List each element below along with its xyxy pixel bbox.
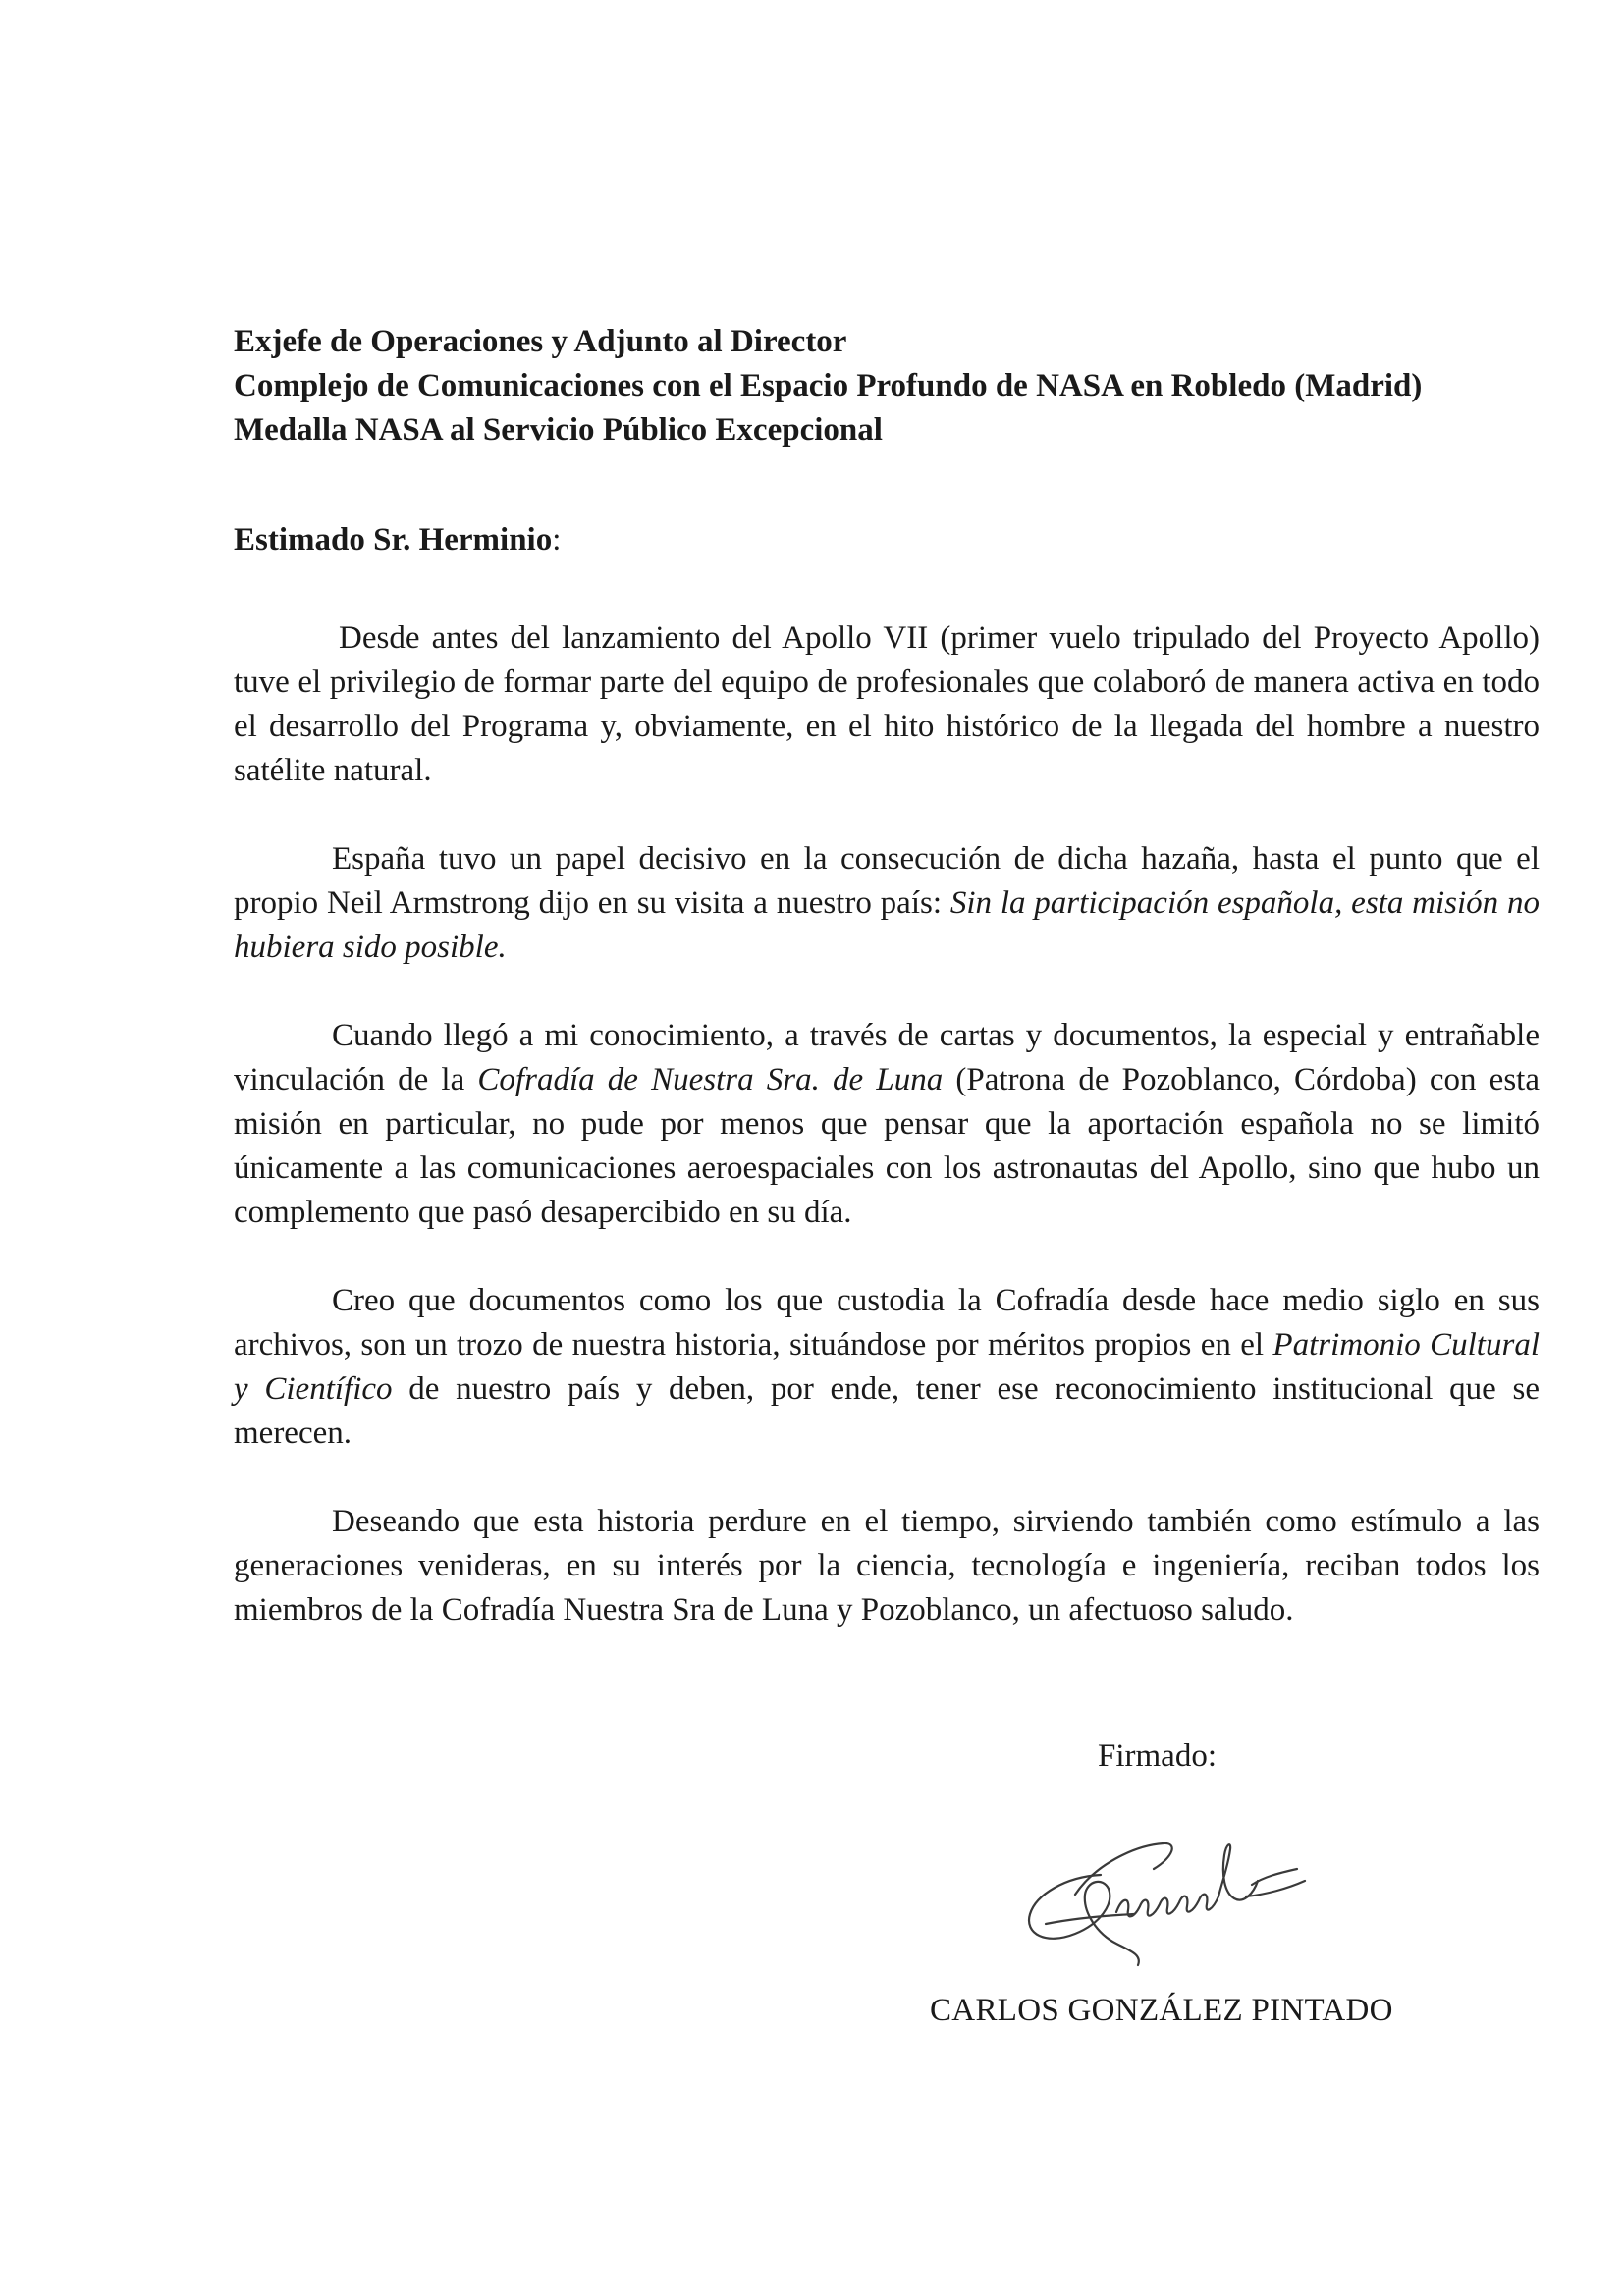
- paragraph-3-text-end: (Patrona de Pozoblanco, Córdoba) con esta misión en particular, no pude por menos que pensar que la aportación española no se limitó únicamente a las comunicaciones aeroespaciales con los astronautas del Apollo, sino que hubo un complemento que pasó desapercibido en su día.: [234, 1062, 1540, 1230]
- salutation-colon: :: [552, 522, 562, 558]
- heritage-phrase: Patrimonio Cultural y Científico: [234, 1327, 1540, 1407]
- paragraph-3-text-start: Cuando llegó a mi conocimiento, a través de cartas y documentos, la especial y entrañable vinculación de la: [234, 1018, 1540, 1097]
- header-award-line: Medalla NASA al Servicio Público Excepcional: [234, 412, 883, 448]
- body-paragraph-4: [234, 1279, 1540, 1456]
- header-title-line: Exjefe de Operaciones y Adjunto al Director: [234, 324, 847, 359]
- body-paragraph-1: Desde antes del lanzamiento del Apollo VII (primer vuelo tripulado del Proyecto Apollo) tuve el privilegio de formar parte del equipo de profesionales que colaboró de manera activa en todo el desarrollo del Programa y, obviamente, en el hito histórico de la llegada del hombre a nuestro satélite natural.: [234, 620, 1540, 788]
- paragraph-2-text: España tuvo un papel decisivo en la consecución de dicha hazaña, hasta el punto que el propio Neil Armstrong dijo en su visita a nuestro país:: [234, 841, 1540, 921]
- cofradia-name: Cofradía de Nuestra Sra. de Luna: [477, 1062, 944, 1097]
- letter-header: [234, 320, 1540, 453]
- salutation-name: Estimado Sr. Herminio: [234, 522, 553, 558]
- salutation: [234, 518, 561, 562]
- body-paragraph-3: [234, 1014, 1540, 1235]
- body-paragraph-5: Deseando que esta historia perdure en el tiempo, sirviendo también como estímulo a las generaciones venideras, en su interés por la ciencia, tecnología e ingeniería, reciban todos los miembros de la Cofradía Nuestra Sra de Luna y Pozoblanco, un afectuoso saludo.: [234, 1504, 1540, 1628]
- paragraph-4-text-end: de nuestro país y deben, por ende, tener ese reconocimiento institucional que se merecen.: [234, 1371, 1540, 1451]
- signer-name: CARLOS GONZÁLEZ PINTADO: [930, 1993, 1393, 2028]
- signed-label: Firmado:: [1098, 1738, 1217, 1774]
- handwritten-signature: [1006, 1787, 1330, 1973]
- armstrong-quote: Sin la participación española, esta misión no hubiera sido posible.: [234, 885, 1540, 965]
- header-organization-line: Complejo de Comunicaciones con el Espacio Profundo de NASA en Robledo (Madrid): [234, 368, 1423, 403]
- body-paragraph-2: [234, 837, 1540, 970]
- paragraph-4-text-start: Creo que documentos como los que custodia la Cofradía desde hace medio siglo en sus archivos, son un trozo de nuestra historia, situándose por méritos propios en el: [234, 1283, 1540, 1362]
